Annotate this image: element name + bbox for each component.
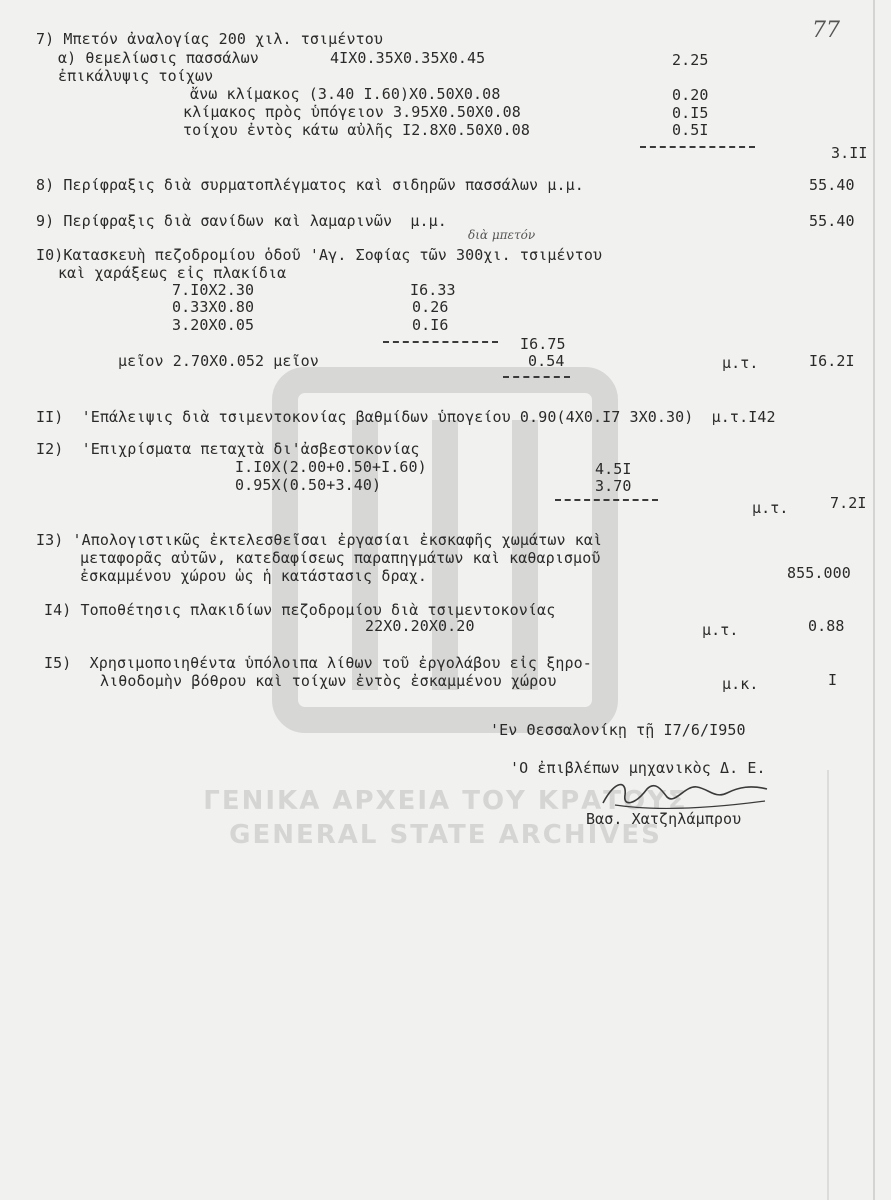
item8-value: 55.40 <box>809 176 855 194</box>
handwritten-signature <box>595 775 775 815</box>
item13-line3: ἐσκαμμένου χώρου ὡς ἡ κατάστασις δραχ. <box>80 567 427 585</box>
item14-value: 0.88 <box>808 617 845 635</box>
scan-edge-right <box>873 0 875 1200</box>
item7-row1-value: 0.20 <box>672 86 709 104</box>
item10-subtotal: I6.75 <box>520 335 566 353</box>
item10-total-rule <box>503 376 570 378</box>
item7-a-label: α) θεμελίωσις πασσάλων <box>58 49 259 67</box>
watermark-greek: ΓΕΝΙΚΑ ΑΡΧΕΙΑ ΤΟΥ ΚΡΑΤΟΥΣ <box>203 786 688 816</box>
watermark-english: GENERAL STATE ARCHIVES <box>229 820 662 850</box>
place-date: 'Εν Θεσσαλονίκῃ τῇ I7/6/I950 <box>490 721 746 739</box>
item14-formula: 22X0.20X0.20 <box>365 617 475 635</box>
item10-row1-value: I6.33 <box>410 281 456 299</box>
item10-row2-formula: 0.33X0.80 <box>172 298 255 316</box>
engineer-role: 'Ο ἐπιβλέπων μηχανικὸς Δ. Ε. <box>510 759 766 777</box>
item7-row2-value: 0.I5 <box>672 104 709 122</box>
page-number-note: 77 <box>812 18 840 43</box>
item10-line1: I0)Κατασκευὴ πεζοδρομίου ὁδοῦ 'Αγ. Σοφίας τῶν 300χι. τσιμέντου <box>36 246 603 264</box>
item10-unit: μ.τ. <box>722 354 759 372</box>
item12-title: I2) 'Επιχρίσματα πεταχτὰ δι'ἀσβεστοκονίας <box>36 440 420 458</box>
item10-row2-value: 0.26 <box>412 298 449 316</box>
item15-line1: I5) Χρησιμοποιηθέντα ὑπόλοιπα λίθων τοῦ ἐργολάβου εἰς ξηρο- <box>44 654 592 672</box>
item13-value: 855.000 <box>787 564 851 582</box>
item10-line2: καὶ χαράξεως εἰς πλακίδια <box>58 264 287 282</box>
item7-a-value: 2.25 <box>672 51 709 69</box>
item10-total: I6.2I <box>809 352 855 370</box>
item12-row2-value: 3.70 <box>595 477 632 495</box>
item10-row3-formula: 3.20X0.05 <box>172 316 255 334</box>
item15-unit: μ.κ. <box>722 675 759 693</box>
item15-line2: λιθοδομὴν βόθρου καὶ τοίχων ἐντὸς ἐσκαμμένου χώρου <box>100 672 557 690</box>
item10-sum-rule <box>383 341 498 343</box>
item12-row2-formula: 0.95X(0.50+3.40) <box>235 476 382 494</box>
item7-row2-label: κλίμακος πρὸς ὑπόγειον 3.95X0.50X0.08 <box>183 103 521 121</box>
item7-a-formula: 4IX0.35X0.35X0.45 <box>330 49 486 67</box>
item15-value: I <box>828 671 838 689</box>
item13-line1: I3) 'Απολογιστικῶς ἐκτελεσθεῖσαι ἐργασίαι ἐκσκαφῆς χωμάτων καὶ <box>36 531 603 549</box>
item7-title: 7) Μπετόν ἀναλογίας 200 χιλ. τσιμέντου <box>36 30 383 48</box>
item12-total: 7.2I <box>830 494 867 512</box>
item7-row1-label: ἄνω κλίμακος (3.40 I.60)X0.50X0.08 <box>190 85 501 103</box>
item10-row1-formula: 7.I0X2.30 <box>172 281 255 299</box>
item10-minus-value: 0.54 <box>528 352 565 370</box>
item14-line1: I4) Τοποθέτησις πλακιδίων πεζοδρομίου διὰ τσιμεντοκονίας <box>44 601 556 619</box>
item7-sub-label: ἐπικάλυψις τοίχων <box>58 67 214 85</box>
item11-text: II) 'Επάλειψις διὰ τσιμεντοκονίας βαθμίδων ὑπογείου 0.90(4X0.I7 3X0.30) μ.τ.I42 <box>36 408 776 426</box>
engineer-name: Βασ. Χατζηλάμπρου <box>586 810 742 828</box>
item12-sum-rule <box>555 499 658 501</box>
item10-handwritten-insert: διὰ μπετόν <box>468 228 536 242</box>
item9-text: 9) Περίφραξις διὰ σανίδων καὶ λαμαρινῶν μ.μ. <box>36 212 447 230</box>
item12-row1-value: 4.5I <box>595 460 632 478</box>
item13-line2: μεταφορᾶς αὐτῶν, κατεδαφίσεως παραπηγμάτων καὶ καθαρισμοῦ <box>80 549 601 567</box>
item10-minus-label: μεῖον 2.70X0.052 μεῖον <box>118 352 319 370</box>
item7-sum-rule <box>640 146 755 148</box>
item8-text: 8) Περίφραξις διὰ συρματοπλέγματος καὶ σιδηρῶν πασσάλων μ.μ. <box>36 176 584 194</box>
item14-unit: μ.τ. <box>702 621 739 639</box>
item12-unit: μ.τ. <box>752 499 789 517</box>
item10-row3-value: 0.I6 <box>412 316 449 334</box>
item7-row3-value: 0.5I <box>672 121 709 139</box>
item7-row3-label: τοίχου ἐντὸς κάτω αὐλῆς I2.8X0.50X0.08 <box>183 121 530 139</box>
item12-row1-formula: I.I0X(2.00+0.50+I.60) <box>235 458 427 476</box>
item7-total: 3.II <box>831 144 868 162</box>
item9-value: 55.40 <box>809 212 855 230</box>
